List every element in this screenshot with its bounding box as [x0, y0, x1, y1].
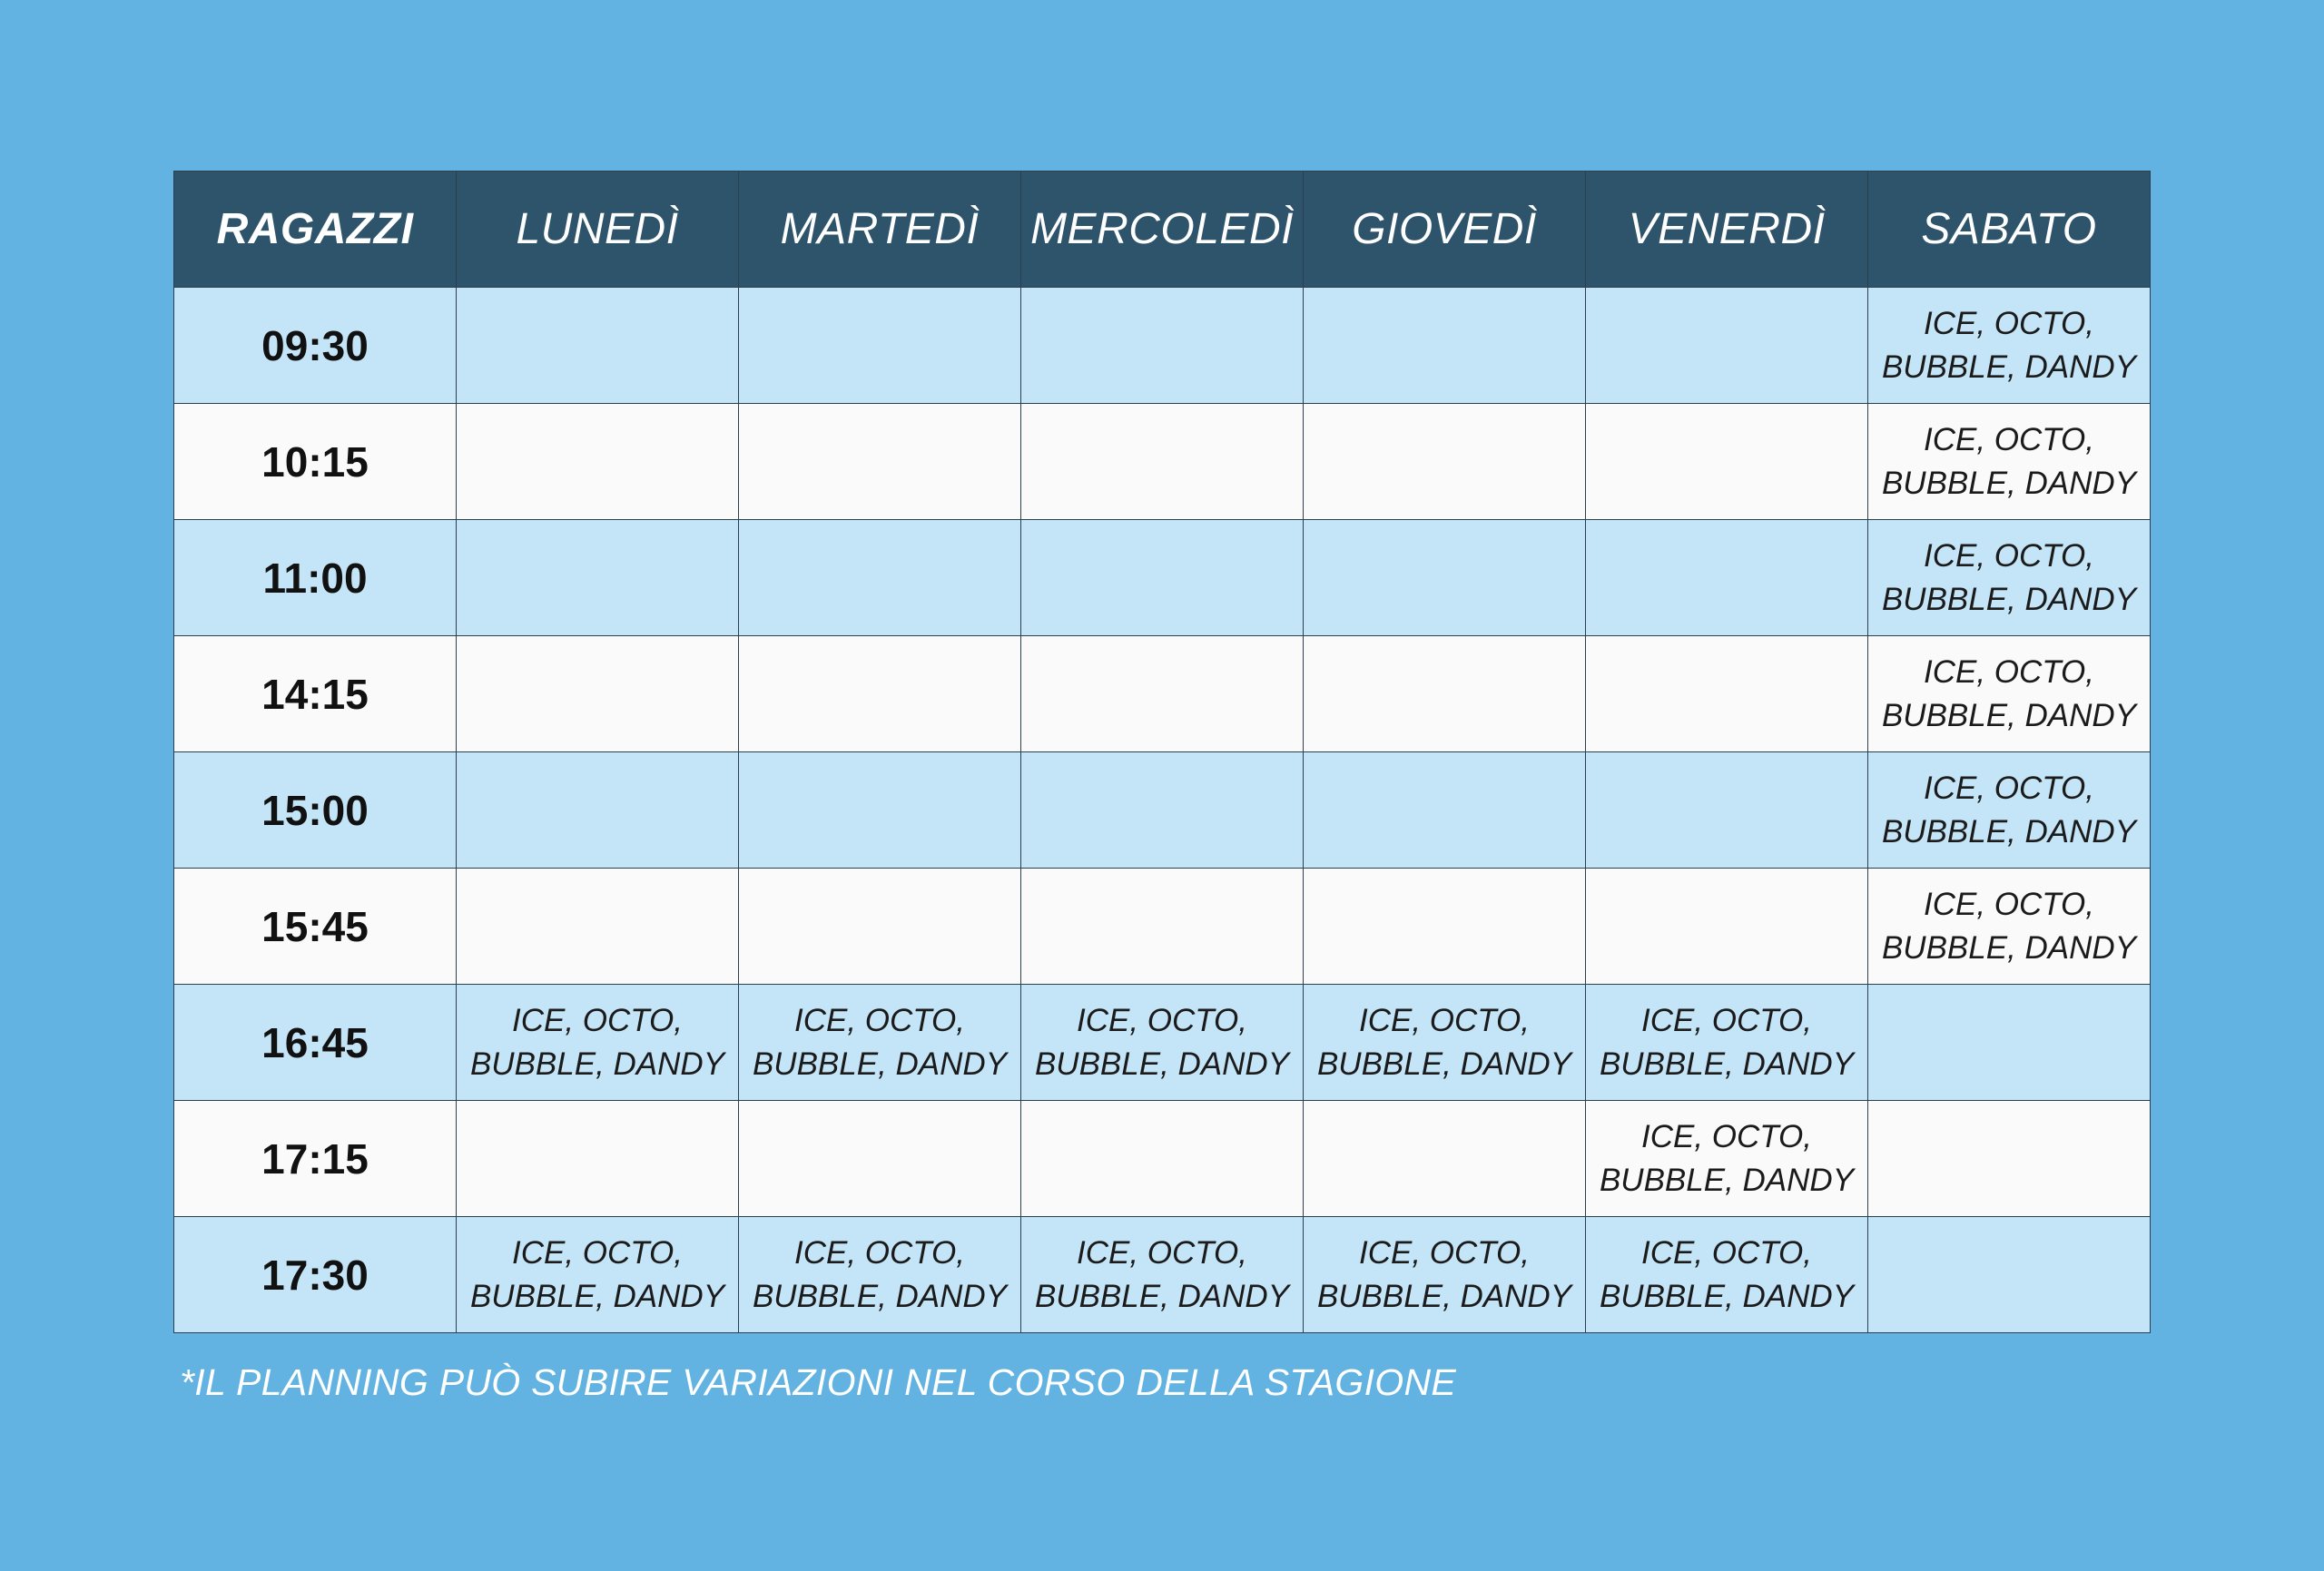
empty-cell [457, 520, 739, 636]
table-row [174, 1217, 2151, 1333]
class-groups-line2: BUBBLE, DANDY [1316, 1046, 1572, 1082]
empty-cell [1868, 1217, 2151, 1333]
time-cell: 11:00 [174, 520, 457, 636]
class-groups-line2: BUBBLE, DANDY [469, 1046, 725, 1082]
class-groups-line2: BUBBLE, DANDY [1599, 1278, 1855, 1314]
empty-cell [1304, 869, 1586, 985]
time-cell: 17:30 [174, 1217, 457, 1333]
class-groups-line2: BUBBLE, DANDY [1881, 929, 2137, 966]
class-cell [1868, 404, 2151, 520]
table-row [174, 869, 2151, 985]
time-cell: 09:30 [174, 288, 457, 404]
class-cell [1304, 1217, 1586, 1333]
empty-cell [739, 869, 1021, 985]
table-row [174, 985, 2151, 1101]
empty-cell [1021, 1101, 1304, 1217]
schedule-body [174, 288, 2151, 1333]
empty-cell [1304, 752, 1586, 869]
class-groups-line1: ICE, OCTO, [1359, 1002, 1530, 1038]
class-groups-line2: BUBBLE, DANDY [1034, 1278, 1290, 1314]
empty-cell [739, 636, 1021, 752]
class-groups-line1: ICE, OCTO, [1924, 886, 2094, 922]
header-day-wednesday: MERCOLEDÌ [1021, 172, 1304, 288]
empty-cell [1868, 1101, 2151, 1217]
empty-cell [1021, 404, 1304, 520]
class-groups-line1: ICE, OCTO, [794, 1234, 965, 1271]
empty-cell [1304, 520, 1586, 636]
class-cell [1586, 985, 1868, 1101]
class-groups-line2: BUBBLE, DANDY [1881, 349, 2137, 385]
empty-cell [1304, 288, 1586, 404]
class-groups-line1: ICE, OCTO, [1924, 537, 2094, 574]
empty-cell [739, 404, 1021, 520]
empty-cell [457, 752, 739, 869]
empty-cell [1586, 752, 1868, 869]
header-day-friday: VENERDÌ [1586, 172, 1868, 288]
class-cell [1586, 1217, 1868, 1333]
time-cell: 15:00 [174, 752, 457, 869]
empty-cell [457, 288, 739, 404]
class-groups-line1: ICE, OCTO, [1641, 1234, 1812, 1271]
class-cell [1304, 985, 1586, 1101]
class-cell [1586, 1101, 1868, 1217]
class-groups-line2: BUBBLE, DANDY [1881, 581, 2137, 617]
table-row [174, 520, 2151, 636]
empty-cell [1021, 752, 1304, 869]
empty-cell [457, 869, 739, 985]
empty-cell [457, 404, 739, 520]
header-corner: RAGAZZI [174, 172, 457, 288]
empty-cell [1304, 404, 1586, 520]
class-groups-line1: ICE, OCTO, [1924, 305, 2094, 341]
header-row [174, 172, 2151, 288]
class-groups-line1: ICE, OCTO, [1641, 1118, 1812, 1154]
class-cell [457, 985, 739, 1101]
header-day-saturday: SABATO [1868, 172, 2151, 288]
class-groups-line1: ICE, OCTO, [1924, 653, 2094, 690]
class-groups-line2: BUBBLE, DANDY [752, 1278, 1008, 1314]
class-cell [1021, 985, 1304, 1101]
class-groups-line1: ICE, OCTO, [1924, 421, 2094, 457]
table-row [174, 636, 2151, 752]
empty-cell [739, 752, 1021, 869]
class-cell [1868, 288, 2151, 404]
empty-cell [739, 520, 1021, 636]
class-groups-line1: ICE, OCTO, [1924, 770, 2094, 806]
footnote: *IL PLANNING PUÒ SUBIRE VARIAZIONI NEL CORSO DELLA STAGIONE [180, 1361, 1457, 1403]
empty-cell [1021, 520, 1304, 636]
header-day-thursday: GIOVEDÌ [1304, 172, 1586, 288]
empty-cell [457, 1101, 739, 1217]
class-cell [1868, 752, 2151, 869]
empty-cell [1868, 985, 2151, 1101]
class-groups-line1: ICE, OCTO, [1077, 1002, 1247, 1038]
class-groups-line2: BUBBLE, DANDY [752, 1046, 1008, 1082]
table-row [174, 752, 2151, 869]
time-cell: 15:45 [174, 869, 457, 985]
empty-cell [1586, 869, 1868, 985]
time-cell: 10:15 [174, 404, 457, 520]
class-groups-line2: BUBBLE, DANDY [1881, 465, 2137, 501]
class-groups-line1: ICE, OCTO, [1077, 1234, 1247, 1271]
class-groups-line1: ICE, OCTO, [1359, 1234, 1530, 1271]
empty-cell [1586, 288, 1868, 404]
class-groups-line2: BUBBLE, DANDY [469, 1278, 725, 1314]
class-groups-line1: ICE, OCTO, [512, 1234, 683, 1271]
empty-cell [1304, 636, 1586, 752]
empty-cell [1021, 636, 1304, 752]
class-groups-line1: ICE, OCTO, [512, 1002, 683, 1038]
class-cell [1021, 1217, 1304, 1333]
time-cell: 14:15 [174, 636, 457, 752]
class-cell [739, 985, 1021, 1101]
empty-cell [457, 636, 739, 752]
class-groups-line2: BUBBLE, DANDY [1034, 1046, 1290, 1082]
empty-cell [1586, 404, 1868, 520]
table-row [174, 404, 2151, 520]
table-row [174, 1101, 2151, 1217]
header-day-tuesday: MARTEDÌ [739, 172, 1021, 288]
class-groups-line1: ICE, OCTO, [1641, 1002, 1812, 1038]
table-row [174, 288, 2151, 404]
class-cell [457, 1217, 739, 1333]
schedule-header [174, 172, 2151, 288]
class-groups-line2: BUBBLE, DANDY [1881, 813, 2137, 849]
time-cell: 17:15 [174, 1101, 457, 1217]
class-groups-line1: ICE, OCTO, [794, 1002, 965, 1038]
empty-cell [1021, 869, 1304, 985]
class-groups-line2: BUBBLE, DANDY [1881, 697, 2137, 733]
class-cell [1868, 520, 2151, 636]
class-groups-line2: BUBBLE, DANDY [1599, 1046, 1855, 1082]
class-cell [1868, 869, 2151, 985]
class-groups-line2: BUBBLE, DANDY [1599, 1162, 1855, 1198]
empty-cell [1586, 636, 1868, 752]
schedule-table [173, 171, 2151, 1333]
class-groups-line2: BUBBLE, DANDY [1316, 1278, 1572, 1314]
time-cell: 16:45 [174, 985, 457, 1101]
empty-cell [1586, 520, 1868, 636]
class-cell [739, 1217, 1021, 1333]
empty-cell [739, 1101, 1021, 1217]
empty-cell [739, 288, 1021, 404]
class-cell [1868, 636, 2151, 752]
empty-cell [1021, 288, 1304, 404]
empty-cell [1304, 1101, 1586, 1217]
header-day-monday: LUNEDÌ [457, 172, 739, 288]
